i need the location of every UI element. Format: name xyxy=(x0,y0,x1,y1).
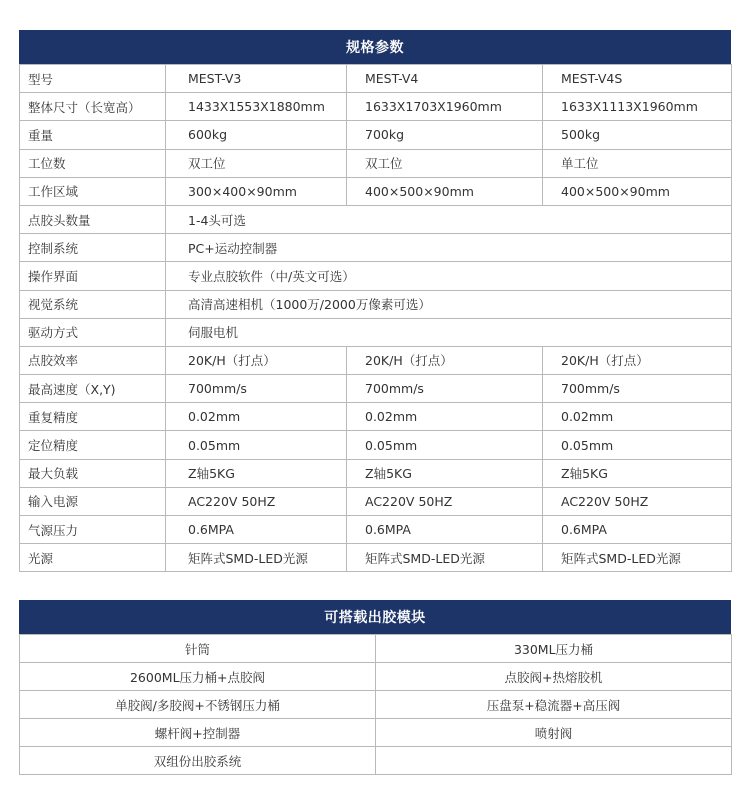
spec-value: 400×500×90mm xyxy=(347,177,543,205)
spec-value: 专业点胶软件（中/英文可选） xyxy=(166,262,732,290)
spec-value: MEST-V4 xyxy=(347,65,543,93)
spec-value: 伺服电机 xyxy=(166,318,732,346)
spec-label: 点胶效率 xyxy=(20,346,166,374)
spec-value: 20K/H（打点） xyxy=(347,346,543,374)
spec-value: 0.02mm xyxy=(166,403,347,431)
spec-value: AC220V 50HZ xyxy=(347,487,543,515)
spec-row xyxy=(20,487,732,515)
spec-row xyxy=(20,431,732,459)
spec-value: 400×500×90mm xyxy=(543,177,732,205)
spec-row xyxy=(20,459,732,487)
spec-label: 气源压力 xyxy=(20,516,166,544)
spec-value: 高清高速相机（1000万/2000万像素可选） xyxy=(166,290,732,318)
spec-row xyxy=(20,375,732,403)
module-item: 2600ML压力桶+点胶阀 xyxy=(20,663,376,691)
spec-label: 输入电源 xyxy=(20,487,166,515)
spec-label: 操作界面 xyxy=(20,262,166,290)
spec-value: 1633X1703X1960mm xyxy=(347,93,543,121)
module-item: 330ML压力桶 xyxy=(376,635,732,663)
module-table xyxy=(19,634,732,775)
spec-label: 光源 xyxy=(20,544,166,572)
spec-row xyxy=(20,290,732,318)
spec-value: 双工位 xyxy=(347,149,543,177)
spec-value: Z轴5KG xyxy=(347,459,543,487)
spec-value: MEST-V4S xyxy=(543,65,732,93)
spec-label: 型号 xyxy=(20,65,166,93)
spec-value: 700mm/s xyxy=(347,375,543,403)
module-section xyxy=(19,600,731,775)
spec-label: 工位数 xyxy=(20,149,166,177)
spec-value: 0.05mm xyxy=(347,431,543,459)
spec-value: 0.02mm xyxy=(543,403,732,431)
spec-value: 单工位 xyxy=(543,149,732,177)
module-row xyxy=(20,719,732,747)
spec-label: 定位精度 xyxy=(20,431,166,459)
module-row xyxy=(20,747,732,775)
spec-row xyxy=(20,516,732,544)
spec-row xyxy=(20,403,732,431)
spec-value: 0.6MPA xyxy=(543,516,732,544)
spec-value: 1-4头可选 xyxy=(166,205,732,233)
module-title: 可搭载出胶模块 xyxy=(19,600,731,634)
module-item: 单胶阀/多胶阀+不锈钢压力桶 xyxy=(20,691,376,719)
spec-value: 1433X1553X1880mm xyxy=(166,93,347,121)
spec-row xyxy=(20,262,732,290)
spec-value: 0.6MPA xyxy=(166,516,347,544)
spec-value: AC220V 50HZ xyxy=(543,487,732,515)
spec-row xyxy=(20,93,732,121)
spec-label: 点胶头数量 xyxy=(20,205,166,233)
spec-section xyxy=(19,30,731,572)
spec-row xyxy=(20,346,732,374)
spec-value: 700kg xyxy=(347,121,543,149)
spec-label: 重复精度 xyxy=(20,403,166,431)
spec-row xyxy=(20,65,732,93)
module-row xyxy=(20,691,732,719)
spec-label: 最大负载 xyxy=(20,459,166,487)
spec-value: PC+运动控制器 xyxy=(166,234,732,262)
spec-label: 整体尺寸（长宽高） xyxy=(20,93,166,121)
spec-table xyxy=(19,64,732,572)
module-item: 螺杆阀+控制器 xyxy=(20,719,376,747)
module-item: 针筒 xyxy=(20,635,376,663)
module-row xyxy=(20,635,732,663)
spec-value: 矩阵式SMD-LED光源 xyxy=(543,544,732,572)
spec-title: 规格参数 xyxy=(19,30,731,64)
spec-label: 控制系统 xyxy=(20,234,166,262)
spec-value: 0.6MPA xyxy=(347,516,543,544)
module-item xyxy=(376,747,732,775)
module-row xyxy=(20,663,732,691)
module-item: 双组份出胶系统 xyxy=(20,747,376,775)
spec-row xyxy=(20,177,732,205)
spec-value: 0.05mm xyxy=(543,431,732,459)
spec-value: 20K/H（打点） xyxy=(166,346,347,374)
module-item: 喷射阀 xyxy=(376,719,732,747)
spec-value: Z轴5KG xyxy=(543,459,732,487)
spec-value: 20K/H（打点） xyxy=(543,346,732,374)
spec-value: 0.05mm xyxy=(166,431,347,459)
module-item: 压盘泵+稳流器+高压阀 xyxy=(376,691,732,719)
spec-value: 0.02mm xyxy=(347,403,543,431)
spec-value: 双工位 xyxy=(166,149,347,177)
spec-row xyxy=(20,205,732,233)
spec-value: Z轴5KG xyxy=(166,459,347,487)
spec-label: 工作区域 xyxy=(20,177,166,205)
spec-value: 矩阵式SMD-LED光源 xyxy=(347,544,543,572)
spec-value: 1633X1113X1960mm xyxy=(543,93,732,121)
spec-value: 矩阵式SMD-LED光源 xyxy=(166,544,347,572)
spec-row xyxy=(20,149,732,177)
spec-label: 重量 xyxy=(20,121,166,149)
spec-row xyxy=(20,544,732,572)
spec-label: 最高速度（X,Y) xyxy=(20,375,166,403)
spec-row xyxy=(20,121,732,149)
spec-row xyxy=(20,318,732,346)
spec-value: 600kg xyxy=(166,121,347,149)
spec-value: 300×400×90mm xyxy=(166,177,347,205)
spec-value: MEST-V3 xyxy=(166,65,347,93)
spec-label: 视觉系统 xyxy=(20,290,166,318)
spec-value: AC220V 50HZ xyxy=(166,487,347,515)
spec-value: 500kg xyxy=(543,121,732,149)
spec-label: 驱动方式 xyxy=(20,318,166,346)
module-item: 点胶阀+热熔胶机 xyxy=(376,663,732,691)
spec-value: 700mm/s xyxy=(166,375,347,403)
spec-value: 700mm/s xyxy=(543,375,732,403)
spec-row xyxy=(20,234,732,262)
